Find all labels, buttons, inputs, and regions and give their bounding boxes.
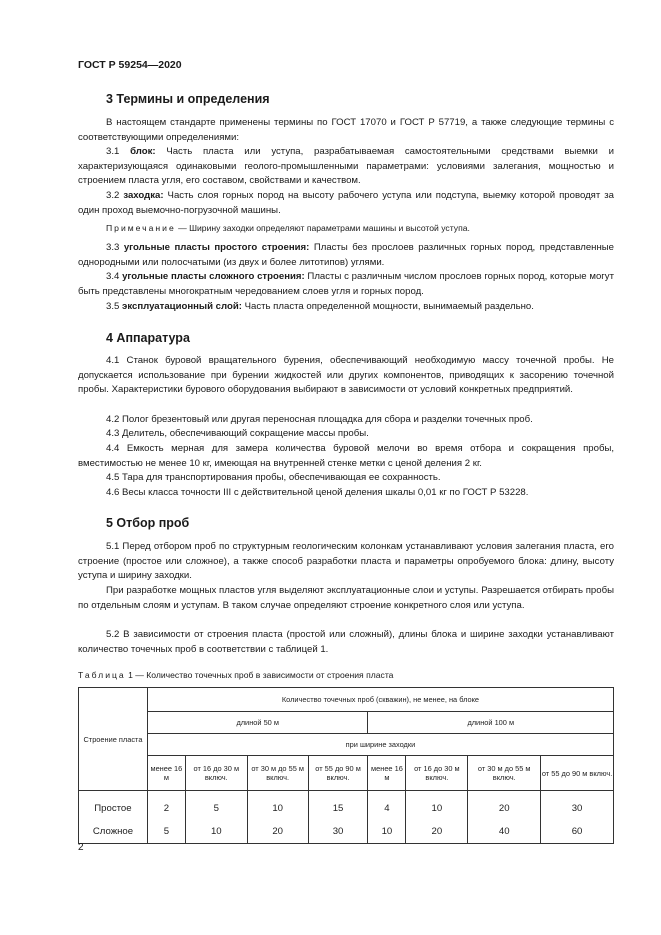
- definition-number: 3.3: [106, 242, 124, 253]
- length-100-header: [368, 712, 614, 734]
- table-cell: 60: [541, 819, 614, 844]
- paragraph-4-3: 4.3 Делитель, обеспечивающий сокращение массы пробы.: [106, 428, 369, 439]
- definition-3-3: [78, 241, 614, 270]
- paragraph-5-2: 5.2 В зависимости от строения пласта (простой или сложный), длины блока и ширине заходки устанавливают количество точечных проб в соответствии с таблицей 1.: [78, 629, 614, 655]
- definition-number: 3.2: [106, 190, 124, 201]
- width-header: [147, 734, 613, 756]
- table-cell: 5: [147, 819, 185, 844]
- table-cell: 4: [368, 797, 406, 819]
- note-text: — Ширину заходки определяют параметрами машины и высотой уступа.: [175, 223, 470, 233]
- section-4-title: 4 Аппаратура: [106, 331, 190, 345]
- table-cell: 2: [147, 797, 185, 819]
- page-number: 2: [78, 842, 84, 853]
- paragraph-4-4: 4.4 Емкость мерная для замера количества буровой мелочи во время отбора и сокращения пробы, вместимостью не менее 10 кг, имеющая на внутренней стенке метки с ценой деления 2 кг.: [78, 443, 614, 469]
- paragraph-4-5: 4.5 Тара для транспортирования пробы, обеспечивающая ее сохранность.: [106, 472, 441, 483]
- table-cell: 40: [468, 819, 541, 844]
- column-header: менее 16 м: [147, 756, 185, 791]
- definition-term: блок:: [130, 146, 156, 157]
- table-cell: 10: [185, 819, 247, 844]
- definition-number: 3.5: [106, 301, 123, 312]
- column-header: от 30 м до 55 м включ.: [247, 756, 308, 791]
- definition-number: 3.1: [106, 146, 131, 157]
- length-50-header: [147, 712, 368, 734]
- table-cell: 30: [541, 797, 614, 819]
- table-cell: 20: [247, 819, 308, 844]
- paragraph-4-6: 4.6 Весы класса точности III с действительной ценой деления шкалы 0,01 кг по ГОСТ Р 53228.: [106, 487, 529, 498]
- points-table: [78, 687, 614, 844]
- width-label: при ширине заходки: [345, 740, 416, 749]
- table-cell: 20: [406, 819, 468, 844]
- definition-3-1: [78, 145, 614, 189]
- table-cell: 10: [406, 797, 468, 819]
- section-3-intro: В настоящем стандарте применены термины по ГОСТ 17070 и ГОСТ Р 57719, а также следующие термины с соответствующими определениями:: [78, 117, 614, 143]
- column-header: от 55 до 90 м включ.: [308, 756, 368, 791]
- section-3-title: 3 Термины и определения: [106, 92, 270, 106]
- paragraph-4-2: 4.2 Полог брезентовый или другая переносная площадка для сбора и разделки точечных проб.: [106, 414, 533, 425]
- definition-3-4: [78, 270, 614, 299]
- column-header: менее 16 м: [368, 756, 406, 791]
- section-5-title: 5 Отбор проб: [106, 516, 190, 530]
- column-header: от 30 м до 55 м включ.: [468, 756, 541, 791]
- definition-text: Часть слоя горных пород на высоту рабочего уступа или подступа, выемку которой проводят за один проход выемочно-погрузочной машины.: [78, 190, 614, 216]
- table-row: [79, 819, 614, 844]
- definition-term: эксплуатационный слой:: [122, 301, 242, 312]
- definition-3-2: [78, 189, 614, 218]
- paragraph-5-1: 5.1 Перед отбором проб по структурным геологическим колонкам устанавливают условия залегания пласта, его строение (простое или сложное), а также способ разработки пласта и параметры опробуемого блока: длину, высоту уступа и ширину заходки.: [78, 541, 614, 581]
- column-header: от 55 до 90 м включ.: [541, 756, 614, 791]
- table-cell: 30: [308, 819, 368, 844]
- definition-text: Часть пласта или уступа, разрабатываемая самостоятельными средствами выемки и характеризующаяся одинаковыми геолого-промышленными параметрами: условиями залегания, мощностью и строением пласта угля, его составом, свойствами и качеством.: [78, 146, 614, 186]
- column-header: от 16 до 30 м включ.: [406, 756, 468, 791]
- table-cell: 15: [308, 797, 368, 819]
- paragraph-4-1: 4.1 Станок буровой вращательного бурения, обеспечивающий необходимую массу точечной пробы. Не допускается использование при бурении жидкостей или других компонентов, приводящих к засорению точечной пробы. Характеристики бурового оборудования выбирают в зависимости от условий конкретных предприятий.: [78, 355, 614, 395]
- row-label: Сложное: [79, 819, 148, 844]
- row-header-cell: [79, 688, 148, 791]
- top-header: Количество точечных проб (скважин), не менее, на блоке: [281, 695, 480, 704]
- top-header-cell: [147, 688, 613, 712]
- column-header: от 16 до 30 м включ.: [185, 756, 247, 791]
- table-cell: 20: [468, 797, 541, 819]
- note-label: Примечание: [106, 223, 176, 233]
- table-cell: 5: [185, 797, 247, 819]
- length-100-label: длиной 100 м: [467, 718, 515, 727]
- table-caption: [78, 670, 393, 680]
- row-label: Простое: [79, 797, 148, 819]
- definition-term: угольные пласты сложного строения:: [122, 271, 305, 282]
- row-header: Строение пласта: [83, 734, 143, 744]
- definition-text: Пласты без прослоев различных горных пород, представленные однородными или полосчатыми (из двух и более литотипов) углями.: [78, 242, 614, 268]
- document-header: ГОСТ Р 59254—2020: [78, 59, 182, 71]
- length-50-label: длиной 50 м: [236, 718, 279, 727]
- definition-3-5: [78, 300, 614, 315]
- definition-text: Часть пласта определенной мощности, вынимаемый раздельно.: [241, 301, 534, 312]
- definition-text: Пласты с различным числом прослоев горных пород, которые могут быть представлены многократным чередованием слоев угля и горных пород.: [78, 271, 614, 297]
- table-cell: 10: [247, 797, 308, 819]
- definition-term: заходка:: [123, 190, 164, 201]
- table-cell: 10: [368, 819, 406, 844]
- table-row: [79, 797, 614, 819]
- definition-term: угольные пласты простого строения:: [123, 242, 310, 253]
- paragraph-5-1-continued: При разработке мощных пластов угля выделяют эксплуатационные слои и уступы. Разрешается отбирать пробы по отдельным слоям и уступам. В таком случае определяют строение конкретного слоя или уступа.: [78, 585, 614, 611]
- table-caption-text: 1 — Количество точечных проб в зависимости от строения пласта: [125, 670, 394, 680]
- definition-number: 3.4: [106, 271, 123, 282]
- note: [78, 222, 614, 234]
- table-caption-label: Таблица: [78, 670, 126, 680]
